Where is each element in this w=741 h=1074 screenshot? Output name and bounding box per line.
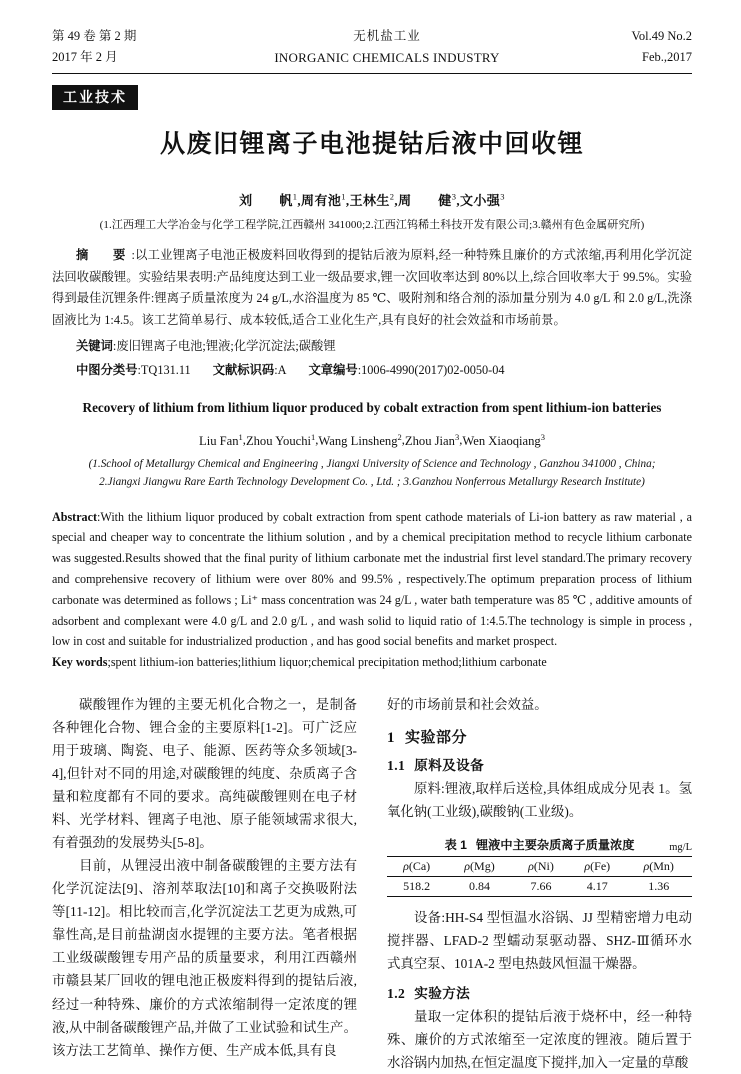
author-en-3: Zhou Jian$^3$ bbox=[404, 431, 460, 448]
article-number-value: 1006-4990(2017)02-0050-04 bbox=[361, 362, 505, 377]
author-cn-2: 王林生$^2$ bbox=[349, 191, 395, 208]
table1-label: 表 1 bbox=[444, 838, 467, 853]
article-number-label: 文章编号 bbox=[308, 362, 358, 377]
body-columns bbox=[52, 693, 692, 1074]
keywords-en-label: Key words bbox=[52, 655, 108, 670]
table-col-header-mg: ρ(Mg) bbox=[446, 857, 513, 877]
author-cn-1: 周有池$^1$ bbox=[301, 191, 346, 208]
subsection-number-1-1: 1.1 bbox=[387, 757, 406, 773]
affiliation-en bbox=[52, 455, 692, 492]
authors-en: Liu Fan$^1$,Zhou Youchi$^1$,Wang Linsheng$^2$,Zhou Jian$^3$,Wen Xiaoqiang$^3$ bbox=[199, 431, 545, 448]
date-cn: 2017 年 2 月 bbox=[52, 49, 118, 64]
page-title-en: Recovery of lithium from lithium liquor produced by cobalt extraction from spent lithium-ion batteries bbox=[82, 399, 662, 415]
masthead-divider bbox=[52, 73, 692, 74]
table1-title: 锂液中主要杂质离子质量浓度 bbox=[475, 838, 635, 853]
table-header-row bbox=[387, 857, 692, 877]
author-en-0: Liu Fan$^1$ bbox=[199, 431, 243, 448]
author-en-2: Wang Linsheng$^2$ bbox=[318, 431, 402, 448]
abstract-cn-text: 以工业锂离子电池正极废料回收得到的提钴后液为原料,经一种特殊且廉价的方式浓缩,再利用化学沉淀法回收碳酸锂。实验结果表明:产品纯度达到工业一级品要求,锂一次回收率达到 80%以上,综合回收率大于 99.5%。实验得到最佳沉锂条件:锂离子质量浓度为 24 g/L,水浴温度为 85 ℃、吸附剂和络合剂的添加量分别为 4.0 g/L 和 2.0 g/L,洗涤固液比为 1:4.5。该工艺简单易行、成本较低,适合工业化生产,具有良好的社会效益和市场前景。 bbox=[52, 247, 692, 328]
author-cn-0: 刘 帆$^1$ bbox=[239, 191, 298, 208]
body-text-equipment bbox=[387, 906, 692, 975]
affiliation-en-line1: (1.School of Metallurgy Chemical and Engineering , Jiangxi University of Science and Technology , Ganzhou 341000 , China; bbox=[88, 457, 656, 470]
table1-units: mg/L bbox=[669, 842, 692, 854]
clc-value: TQ131.11 bbox=[140, 362, 191, 377]
doccode-label: 文献标识码 bbox=[212, 362, 275, 377]
table1-wrapper bbox=[387, 836, 692, 897]
paragraph-intro-1: 碳酸锂作为锂的主要无机化合物之一，是制备各种锂化合物、锂合金的主要原料[1-2]。可广泛应用于玻璃、陶瓷、电子、能源、医药等众多领域[3-4],但针对不同的用途,对碳酸锂的纯度、杂质离子含量和粒度都有不同的要求。高纯碳酸锂则在电子材料、光学材料、锂离子电池、原子能领域需求很大,有着强劲的发展势头[5-8]。 bbox=[52, 696, 357, 851]
subsection-title-1-2: 实验方法 bbox=[414, 986, 471, 1002]
author-cn-3: 周 健$^3$ bbox=[398, 191, 457, 208]
paragraph-materials: 原料:锂液,取样后送检,具体组成成分见表 1。氢氧化钠(工业级),碳酸钠(工业级)。 bbox=[387, 780, 692, 820]
authors-cn: 刘 帆$^1$,周有池$^1$,王林生$^2$,周 健$^3$,文小强$^3$ bbox=[239, 191, 505, 208]
keywords-en-text: spent lithium-ion batteries;lithium liquor;chemical precipitation method;lithium carbonate bbox=[110, 655, 547, 670]
table-col-header-ca: ρ(Ca) bbox=[387, 857, 446, 877]
paragraph-continuation: 好的市场前景和社会效益。 bbox=[387, 696, 548, 712]
table-cell-ni: 7.66 bbox=[513, 877, 569, 897]
body-text-right-top bbox=[387, 693, 692, 716]
keywords-cn-line: 关键词:废旧锂离子电池;锂液;化学沉淀法;碳酸锂 bbox=[76, 339, 336, 354]
author-en-1: Zhou Youchi$^1$ bbox=[245, 431, 316, 448]
paragraph-method: 量取一定体积的提钴后液于烧杯中，经一种特殊、廉价的方式浓缩至一定浓度的锂液。随后置于水浴锅内加热,在恒定温度下搅拌,加入一定量的草酸 bbox=[387, 1009, 692, 1071]
body-text-materials bbox=[387, 777, 692, 823]
keywords-cn-block bbox=[52, 335, 692, 381]
page-title-cn: 从废旧锂离子电池提钴后液中回收锂 bbox=[159, 130, 584, 159]
table-cell-ca: 518.2 bbox=[387, 877, 446, 897]
affiliation-en-line2: 2.Jiangxi Jiangwu Rare Earth Technology Development Co. , Ltd. ; 3.Ganzhou Nonferrous Metallurgy Research Institute) bbox=[99, 476, 645, 489]
affiliation-cn: (1.江西理工大学冶金与化学工程学院,江西赣州 341000;2.江西江钨稀土科技开发有限公司;3.赣州有色金属研究所) bbox=[99, 218, 645, 231]
journal-title-cn: 无机盐工业 bbox=[353, 29, 421, 43]
classification-line: 中图分类号:TQ131.11 文献标识码:A 文章编号:1006-4990(2017)02-0050-04 bbox=[76, 362, 505, 377]
table1 bbox=[387, 856, 692, 897]
date-en: Feb.,2017 bbox=[642, 49, 692, 64]
category-badge-container bbox=[52, 85, 692, 110]
body-column-right bbox=[387, 693, 692, 1074]
journal-title-en: INORGANIC CHEMICALS INDUSTRY bbox=[274, 49, 500, 65]
keywords-en: Key words;spent lithium-ion batteries;lithium liquor;chemical precipitation method;lithium carbonate bbox=[52, 655, 547, 670]
volume-issue-en: Vol.49 No.2 bbox=[631, 29, 692, 43]
table-cell-mg: 0.84 bbox=[446, 877, 513, 897]
subsection-heading-1-1 bbox=[387, 754, 692, 774]
section-number-1: 1 bbox=[387, 729, 395, 746]
abstract-en: Abstract:With the lithium liquor produced by cobalt extraction from spent cathode materials of Li-ion battery as raw material , a special and cheaper way to concentrate the lithium solution , and by a chemical precipitation method to recycle lithium carbonate was suggested.Results showed that the final purity of lithium carbonate met the industrial first level standard.The primary recovery and comprehensive recovery of lithium were over 80% and 99.5% , respectively.The optimum preparation process of lithium carbonate was determined as follows ; Li⁺ mass concentration was 24 g/L , water bath temperature was 85 ℃ , additive amounts of adsorbent and complexant were 4.0 g/L and 2.0 g/L , and wash solid to liquid ratio of 1:4.5.The technology is simple in process , low in cost and suitable for industrialized production , and has good social benefits and market prospect. bbox=[52, 509, 692, 649]
doccode-value: A bbox=[277, 362, 287, 377]
subsection-title-1-1: 原料及设备 bbox=[414, 757, 485, 773]
section-title-1: 实验部分 bbox=[405, 728, 468, 746]
clc-label: 中图分类号 bbox=[76, 362, 138, 377]
masthead-center bbox=[202, 26, 572, 68]
abstract-cn-label: 摘 要 bbox=[76, 247, 132, 262]
subsection-number-1-2: 1.2 bbox=[387, 986, 406, 1002]
table-row bbox=[387, 877, 692, 897]
table-cell-fe: 4.17 bbox=[569, 877, 625, 897]
table-cell-mn: 1.36 bbox=[625, 877, 692, 897]
category-badge: 工业技术 bbox=[52, 85, 138, 110]
table-col-header-ni: ρ(Ni) bbox=[513, 857, 569, 877]
volume-issue-cn: 第 49 卷 第 2 期 bbox=[52, 29, 137, 43]
author-cn-4: 文小强$^3$ bbox=[460, 191, 505, 208]
subsection-heading-1-2 bbox=[387, 982, 692, 1002]
section-heading-1 bbox=[387, 726, 692, 747]
masthead-right bbox=[572, 26, 692, 67]
author-en-4: Wen Xiaoqiang$^3$ bbox=[462, 431, 545, 448]
abstract-cn: 摘 要:以工业锂离子电池正极废料回收得到的提钴后液为原料,经一种特殊且廉价的方式浓缩,再利用化学沉淀法回收碳酸锂。实验结果表明:产品纯度达到工业一级品要求,锂一次回收率达到 80%以上,综合回收率大于 99.5%。实验得到最佳沉锂条件:锂离子质量浓度为 24 g/L,水浴温度为 85 ℃、吸附剂和络合剂的添加量分别为 4.0 g/L 和 2.0 g/L,洗涤固液比为 1:4.5。该工艺简单易行、成本较低,适合工业化生产,具有良好的社会效益和市场前景。 bbox=[52, 247, 692, 328]
body-text-left bbox=[52, 693, 357, 1062]
table-col-header-fe: ρ(Fe) bbox=[569, 857, 625, 877]
table1-caption bbox=[387, 836, 692, 853]
keywords-cn-label: 关键词 bbox=[76, 339, 113, 354]
body-column-left bbox=[52, 693, 357, 1074]
paragraph-equipment: 设备:HH-S4 型恒温水浴锅、JJ 型精密增力电动搅拌器、LFAD-2 型蠕动泵驱动器、SHZ-Ⅲ循环水式真空泵、101A-2 型电热鼓风恒温干燥器。 bbox=[387, 910, 692, 972]
table-col-header-mn: ρ(Mn) bbox=[625, 857, 692, 877]
masthead bbox=[52, 26, 692, 68]
masthead-left bbox=[52, 26, 202, 67]
keywords-cn-text: 废旧锂离子电池;锂液;化学沉淀法;碳酸锂 bbox=[116, 339, 336, 354]
abstract-en-text: With the lithium liquor produced by cobalt extraction from spent cathode materials of Li-ion battery as raw material , a special and cheaper way to concentrate the lithium solution , and by a chemical precipitation method to recycle lithium carbonate was suggested.Results showed that the final purity of lithium carbonate met the industrial first level standard.The primary recovery and comprehensive recovery of lithium were over 80% and 99.5% , respectively.The optimum preparation process of lithium carbonate was determined as follows ; Li⁺ mass concentration was 24 g/L , water bath temperature was 85 ℃ , additive amounts of adsorbent and complexant were 4.0 g/L and 2.0 g/L , and wash solid to liquid ratio of 1:4.5.The technology is simple in process , low in cost and suitable for industrialized production , and has good social benefits and market prospect. bbox=[52, 509, 692, 649]
paragraph-intro-2: 目前，从锂浸出液中制备碳酸锂的主要方法有化学沉淀法[9]、溶剂萃取法[10]和离子交换吸附法等[11-12]。相比较而言,化学沉淀法工艺更为成熟,可靠性高,是目前盐湖卤水提锂的主要方法。笔者根据工业级碳酸锂专用产品的质量要求，利用江西赣州市赣县某厂回收的锂电池正极废料得到的提钴后液,经过一种特殊、廉价的方式浓缩制得一定浓度的锂液,从中制备碳酸锂产品,并做了工业试验和试生产。该方法工艺简单、操作方便、生产成本低,具有良 bbox=[52, 858, 357, 1058]
abstract-en-label: Abstract bbox=[52, 509, 98, 524]
